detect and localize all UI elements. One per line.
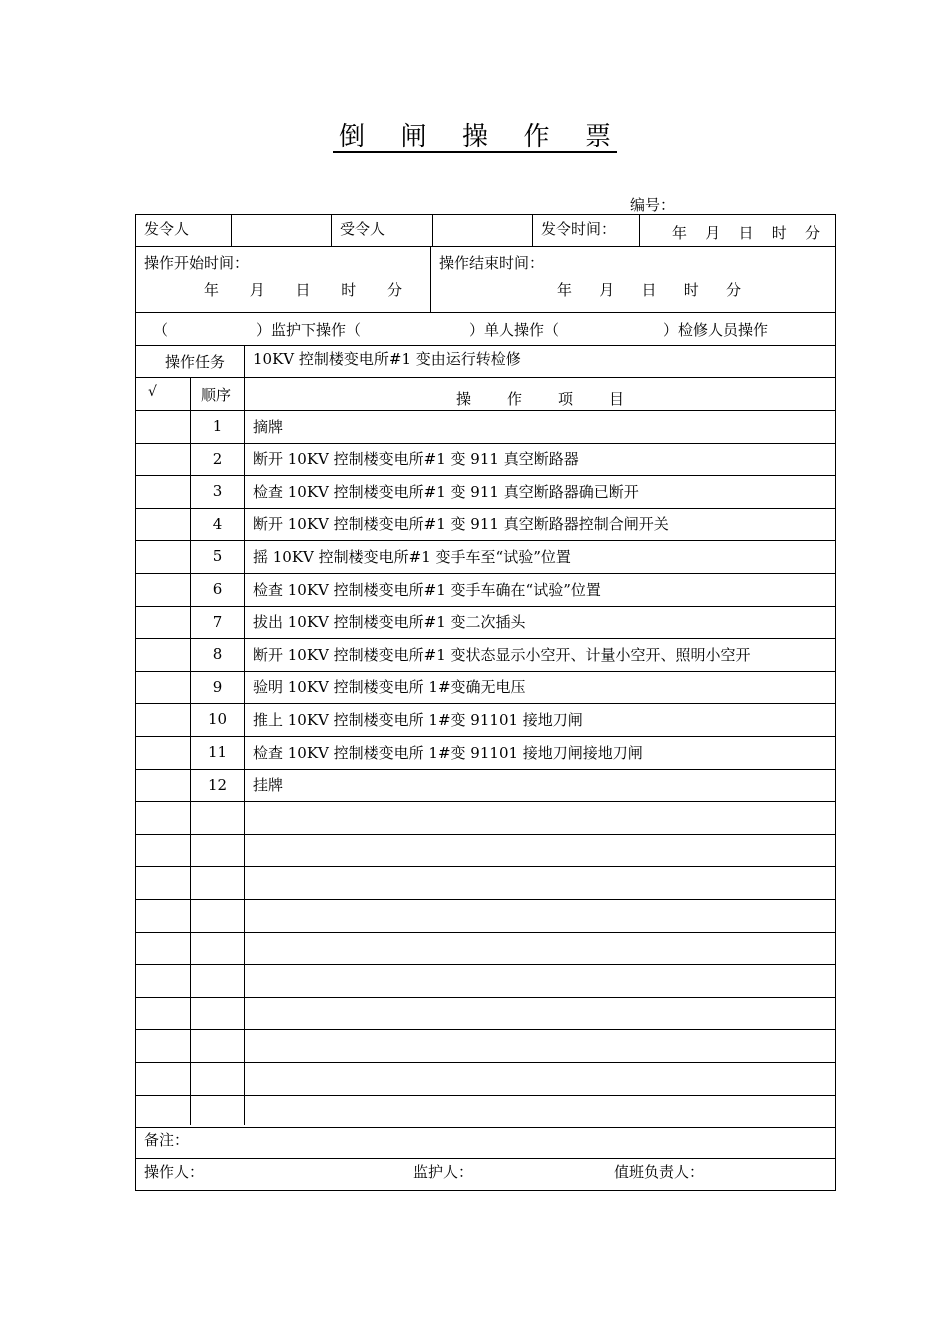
divider	[639, 215, 640, 246]
check-cell[interactable]	[136, 410, 190, 442]
minute-unit: 分	[386, 281, 402, 299]
title-char: 票	[584, 121, 611, 152]
table-row	[136, 573, 835, 605]
check-cell[interactable]	[136, 801, 190, 833]
check-cell[interactable]	[136, 443, 190, 475]
step-text: 验明 10KV 控制楼变电所 1#变确无电压	[253, 678, 526, 697]
serial-number	[630, 194, 769, 215]
check-cell[interactable]	[136, 932, 190, 964]
minute-unit: 分	[804, 224, 820, 242]
check-cell[interactable]	[136, 606, 190, 638]
check-cell[interactable]	[136, 508, 190, 540]
step-sequence	[191, 997, 244, 1029]
year-unit: 年	[204, 281, 220, 299]
check-column-header: √	[148, 384, 157, 400]
check-cell[interactable]	[136, 769, 190, 801]
supervisor-label: 监护人：	[413, 1163, 474, 1181]
step-text: 断开 10KV 控制楼变电所#1 变 911 真空断路器	[253, 450, 579, 469]
check-cell[interactable]	[136, 964, 190, 996]
step-sequence	[191, 1029, 244, 1061]
table-row	[136, 1095, 835, 1127]
table-row	[136, 671, 835, 703]
table-row	[136, 1062, 835, 1094]
issuer-label: 发令人	[144, 220, 190, 238]
step-text: 挂牌	[253, 776, 284, 795]
table-row	[136, 866, 835, 898]
divider	[532, 215, 533, 246]
divider	[136, 377, 835, 378]
step-sequence: 5	[212, 547, 223, 566]
step-text: 摇 10KV 控制楼变电所#1 变手车至“试验”位置	[253, 547, 571, 566]
hour-unit: 时	[341, 281, 357, 299]
end-time-label: 操作结束时间：	[439, 254, 545, 272]
step-text: 推上 10KV 控制楼变电所 1#变 91101 接地刀闸	[253, 710, 583, 729]
divider	[244, 345, 245, 377]
check-cell[interactable]	[136, 671, 190, 703]
divider	[136, 345, 835, 346]
issuer-field[interactable]	[232, 215, 330, 246]
table-row	[136, 932, 835, 964]
step-text: 摘牌	[253, 417, 284, 436]
receiver-label: 受令人	[340, 220, 386, 238]
table-row	[136, 801, 835, 833]
divider	[331, 215, 332, 246]
step-text: 拔出 10KV 控制楼变电所#1 变二次插头	[253, 613, 526, 632]
divider	[430, 246, 431, 312]
step-sequence: 4	[212, 514, 223, 533]
step-sequence: 3	[212, 482, 223, 501]
start-time-units[interactable]	[204, 279, 402, 300]
table-row	[136, 1029, 835, 1061]
table-row	[136, 606, 835, 638]
month-unit: 月	[249, 281, 265, 299]
task-label: 操作任务	[165, 353, 226, 371]
title-char: 作	[523, 121, 550, 152]
day-unit: 日	[738, 224, 754, 242]
items-header-char: 目	[608, 390, 624, 408]
table-row	[136, 997, 835, 1029]
month-unit: 月	[705, 224, 721, 242]
divider	[136, 1127, 835, 1128]
mode-paren-open: （	[153, 321, 169, 339]
year-unit: 年	[557, 281, 573, 299]
divider	[136, 1158, 835, 1159]
serial-label: 编号：	[630, 196, 676, 214]
divider	[136, 246, 835, 247]
step-text: 断开 10KV 控制楼变电所#1 变状态显示小空开、计量小空开、照明小空开	[253, 645, 751, 664]
minute-unit: 分	[725, 281, 741, 299]
issue-time-units[interactable]	[672, 222, 820, 243]
table-row	[136, 410, 835, 442]
title-char: 操	[461, 121, 488, 152]
step-sequence: 11	[207, 743, 228, 761]
maintenance-operation-label[interactable]: ）检修人员操作	[663, 321, 769, 339]
check-cell[interactable]	[136, 1095, 190, 1127]
step-text: 检查 10KV 控制楼变电所 1#变 91101 接地刀闸接地刀闸	[253, 743, 643, 762]
step-sequence: 9	[212, 677, 223, 696]
step-sequence: 8	[212, 645, 223, 664]
table-row	[136, 769, 835, 801]
step-text: 检查 10KV 控制楼变电所#1 变手车确在“试验”位置	[253, 580, 601, 599]
check-cell[interactable]	[136, 997, 190, 1029]
divider	[136, 312, 835, 313]
serial-field[interactable]	[677, 200, 769, 215]
table-row	[136, 475, 835, 507]
check-cell[interactable]	[136, 573, 190, 605]
step-sequence	[191, 1062, 244, 1094]
step-text: 断开 10KV 控制楼变电所#1 变 911 真空断路器控制合闸开关	[253, 515, 669, 534]
year-unit: 年	[672, 224, 688, 242]
hour-unit: 时	[771, 224, 787, 242]
items-header-char: 项	[557, 390, 573, 408]
check-cell[interactable]	[136, 834, 190, 866]
table-row	[136, 834, 835, 866]
receiver-field[interactable]	[433, 215, 531, 246]
step-text: 检查 10KV 控制楼变电所#1 变 911 真空断路器确已断开	[253, 482, 639, 501]
table-row	[136, 443, 835, 475]
step-sequence: 10	[207, 710, 228, 729]
table-row	[136, 540, 835, 572]
table-row	[136, 964, 835, 996]
sequence-column-header: 顺序	[201, 386, 232, 404]
issue-time-label: 发令时间：	[541, 220, 617, 238]
step-sequence	[191, 899, 244, 931]
remarks-label: 备注：	[144, 1131, 190, 1149]
supervised-operation-label[interactable]: ）监护下操作（	[256, 321, 362, 339]
step-sequence: 12	[207, 775, 228, 794]
task-value: 10KV 控制楼变电所#1 变由运行转检修	[253, 350, 521, 368]
single-person-operation-label[interactable]: ）单人操作（	[469, 321, 560, 339]
check-cell[interactable]	[136, 540, 190, 572]
check-cell[interactable]	[136, 866, 190, 898]
table-row	[136, 736, 835, 768]
day-unit: 日	[295, 281, 311, 299]
table-row	[136, 638, 835, 670]
check-cell[interactable]	[136, 736, 190, 768]
items-header-char: 操	[456, 390, 472, 408]
shift-leader-label: 值班负责人：	[614, 1163, 705, 1181]
step-sequence	[191, 932, 244, 964]
check-cell[interactable]	[136, 1029, 190, 1061]
start-time-label: 操作开始时间：	[144, 254, 250, 272]
check-cell[interactable]	[136, 1062, 190, 1094]
operation-ticket-table	[135, 214, 836, 1191]
step-sequence: 1	[212, 417, 223, 435]
step-sequence: 6	[212, 580, 223, 598]
step-sequence	[191, 866, 244, 898]
month-unit: 月	[599, 281, 615, 299]
items-column-header	[456, 388, 624, 409]
table-row	[136, 508, 835, 540]
check-cell[interactable]	[136, 899, 190, 931]
end-time-units[interactable]	[557, 279, 741, 300]
page-title	[333, 117, 617, 153]
step-sequence	[191, 834, 244, 866]
table-row	[136, 703, 835, 735]
step-sequence	[191, 1095, 244, 1127]
step-sequence: 2	[212, 449, 223, 468]
check-cell[interactable]	[136, 703, 190, 735]
step-sequence	[191, 964, 244, 996]
operator-label: 操作人：	[144, 1163, 205, 1181]
hour-unit: 时	[683, 281, 699, 299]
title-char: 倒	[339, 121, 366, 152]
check-cell[interactable]	[136, 475, 190, 507]
title-char: 闸	[400, 121, 427, 152]
check-cell[interactable]	[136, 638, 190, 670]
day-unit: 日	[641, 281, 657, 299]
table-row	[136, 899, 835, 931]
step-sequence: 7	[212, 612, 223, 631]
items-header-char: 作	[506, 390, 522, 408]
step-sequence	[191, 801, 244, 833]
